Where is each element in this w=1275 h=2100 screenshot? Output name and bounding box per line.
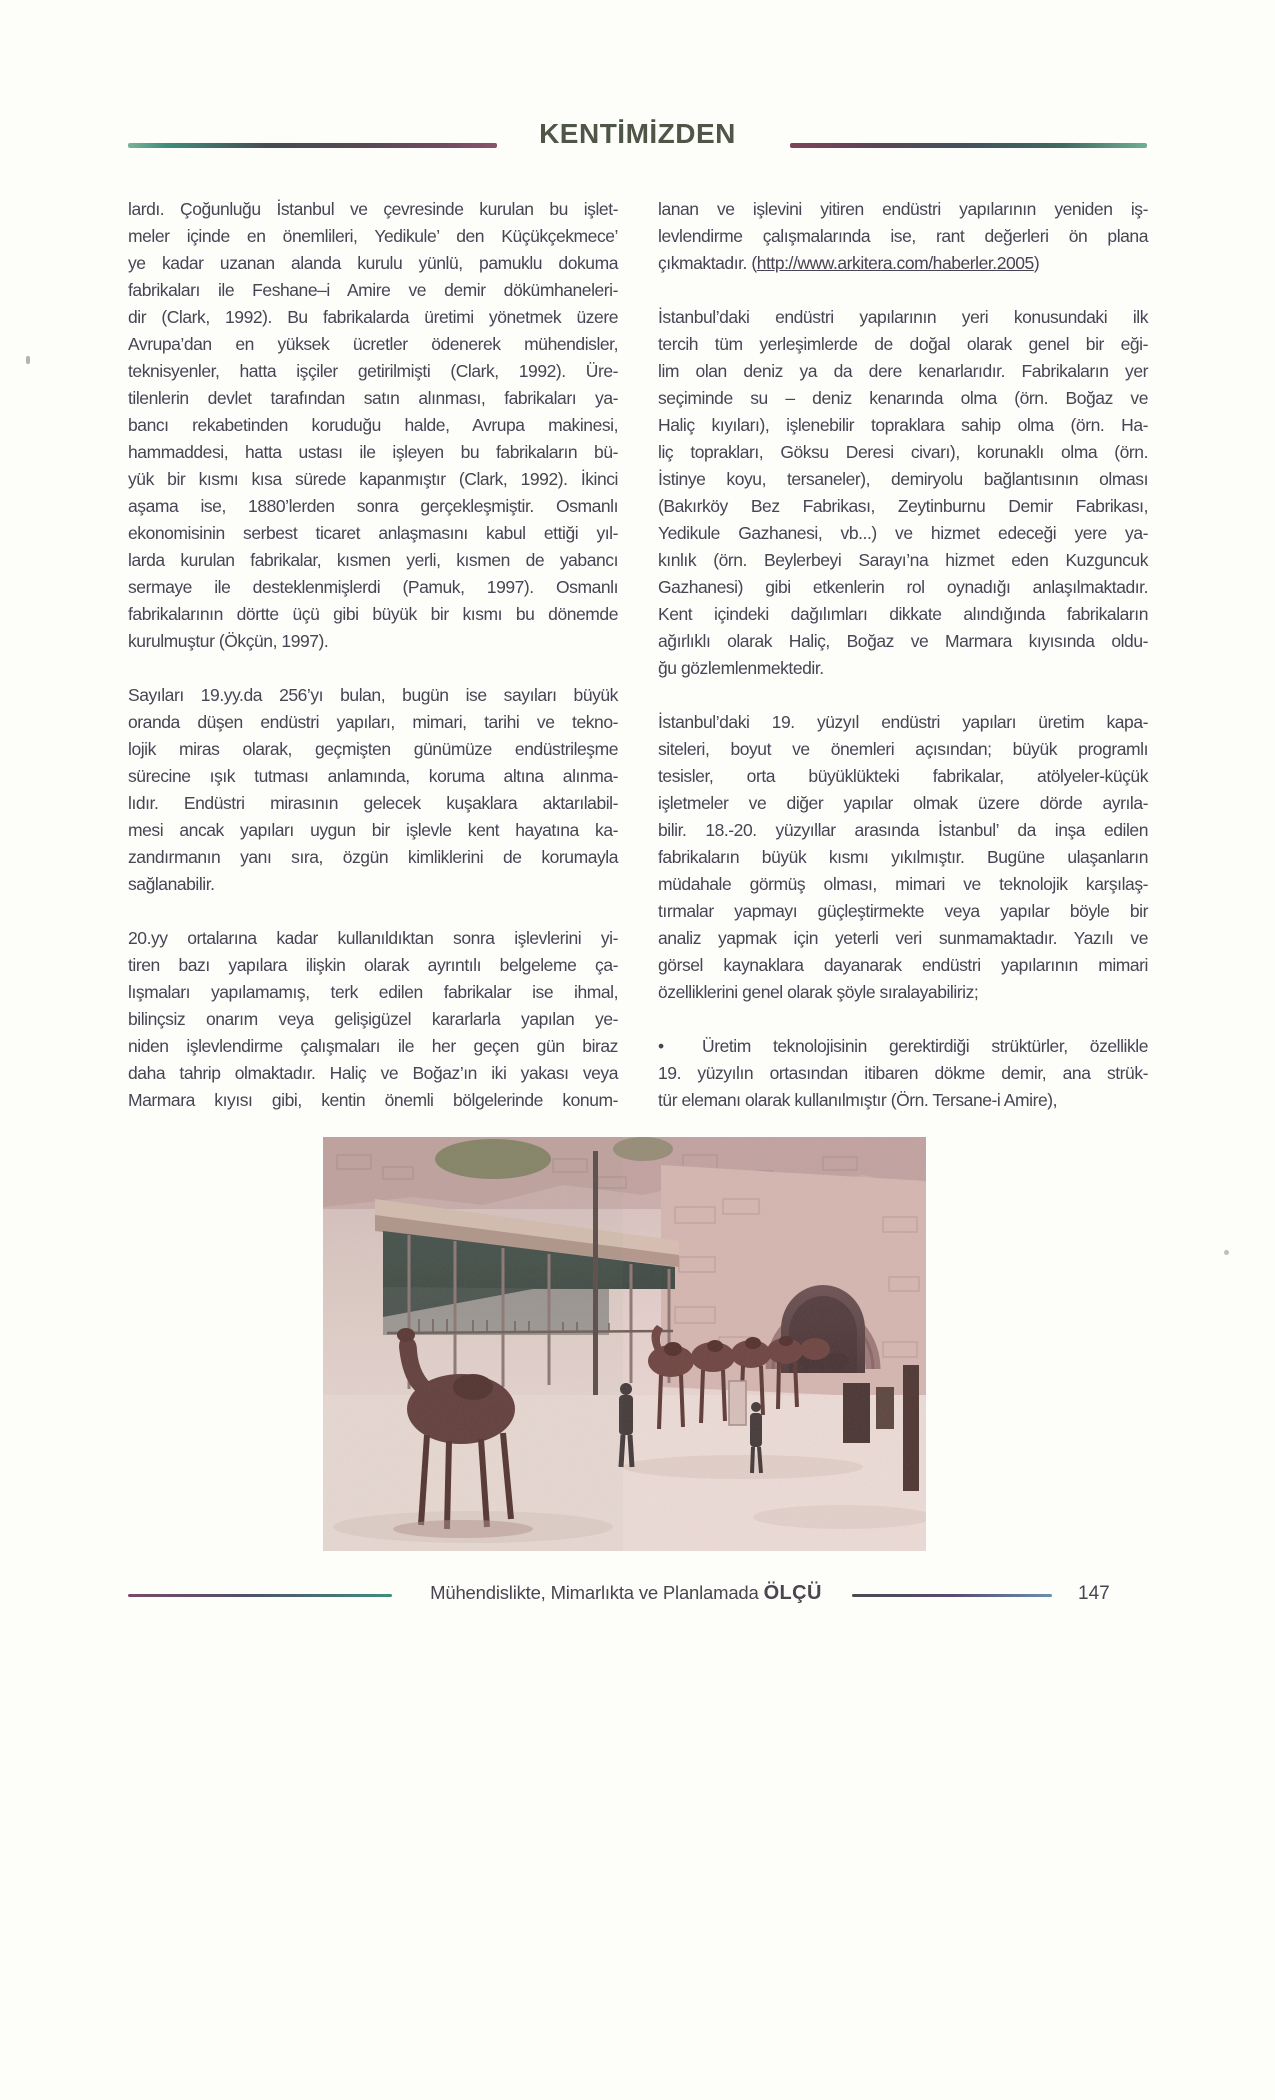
paragraph xyxy=(128,682,618,898)
text-line: Gazhanesi) gibi etkenlerin rol oynadığı anlaşılmaktadır. xyxy=(658,577,1148,597)
text-line: (Bakırköy Bez Fabrikası, Zeytinburnu Demir Fabrikası, xyxy=(658,496,1148,516)
text-line: meler içinde en önemlileri, Yedikule’ den Küçükçekmece’ xyxy=(128,226,618,246)
text-line: siteleri, boyut ve önemleri açısından; büyük programlı xyxy=(658,739,1148,759)
scan-artifact-speck xyxy=(26,356,30,364)
footer-journal-line: Mühendislikte, Mimarlıkta ve Planlamada xyxy=(430,1582,759,1603)
text-line: teknisyenler, hatta işçiler getirilmişti (Clark, 1992). Üre- xyxy=(128,361,618,381)
text-line: 19. yüzyılın ortasından itibaren dökme demir, ana strük- xyxy=(658,1063,1148,1083)
text-line: fabrikaları ile Feshane–i Amire ve demir dökümhaneleri- xyxy=(128,280,618,300)
text-line: ğu gözlemlenmektedir. xyxy=(658,658,824,678)
text-line: işletmeler ve diğer yapılar olmak üzere dörde ayrıla- xyxy=(658,793,1148,813)
text-line: lojik miras olarak, geçmişten günümüze endüstrileşme xyxy=(128,739,618,759)
text-line: kınlık (örn. Beylerbeyi Sarayı’na hizmet eden Kuzguncuk xyxy=(658,550,1148,570)
text-line: bilir. 18.-20. yüzyıllar arasında İstanbul’ da inşa edilen xyxy=(658,820,1148,840)
text-line: tesisler, orta büyüklükteki fabrikalar, atölyeler-küçük xyxy=(658,766,1148,786)
paragraph xyxy=(658,196,1148,277)
historic-photo-illustration xyxy=(323,1137,926,1551)
text-line: seçiminde su – deniz kenarında olma (örn. Boğaz ve xyxy=(658,388,1148,408)
link-suffix: ) xyxy=(1033,253,1040,273)
link-prefix: çıkmaktadır. ( xyxy=(658,253,757,273)
text-line: görsel kaynaklara dayanarak endüstri yapılarının mimari xyxy=(658,955,1148,975)
bullet-item xyxy=(658,1033,1148,1060)
footer-rule-right xyxy=(852,1594,1052,1597)
text-line: lışmaları yapılamamış, terk edilen fabrikalar ise ihmal, xyxy=(128,982,618,1002)
bullet-continuation xyxy=(658,1060,1148,1114)
text-line: Kent içindeki dağılımları dikkate alındığında fabrikaların xyxy=(658,604,1148,624)
paragraph xyxy=(128,196,618,655)
header-rule-right xyxy=(790,143,1147,148)
journal-brand: ÖLÇÜ xyxy=(763,1582,822,1604)
bullet-marker: • xyxy=(658,1036,664,1056)
bullet-paragraph xyxy=(658,1033,1148,1114)
text-line: mesi ancak yapıları uygun bir işlevle kent hayatına ka- xyxy=(128,820,618,840)
footer-rule-left xyxy=(128,1594,392,1597)
paragraph xyxy=(658,709,1148,1006)
text-line: İstanbul’daki endüstri yapılarının yeri konusundaki ilk xyxy=(658,307,1148,327)
text-line: İstanbul’daki 19. yüzyıl endüstri yapıları üretim kapa- xyxy=(658,712,1148,732)
text-line: bancı rekabetinden koruduğu halde, Avrupa makinesi, xyxy=(128,415,618,435)
paragraph xyxy=(128,925,618,1114)
text-line: Haliç kıyıları), işlenebilir topraklara sahip olma (örn. Ha- xyxy=(658,415,1148,435)
footer-text xyxy=(404,1582,848,1605)
text-line: aşama ise, 1880’lerden sonra gerçekleşmiştir. Osmanlı xyxy=(128,496,618,516)
text-line: lıdır. Endüstri mirasının gelecek kuşaklara aktarılabil- xyxy=(128,793,618,813)
right-column xyxy=(658,196,1148,1114)
text-line: tırmalar yapmayı güçleştirmekte veya yapılar böyle bir xyxy=(658,901,1148,921)
text-line: ağırlıklı olarak Haliç, Boğaz ve Marmara kıyısında oldu- xyxy=(658,631,1148,651)
text-line: daha tahrip olmaktadır. Haliç ve Boğaz’ın iki yakası veya xyxy=(128,1063,618,1083)
text-line: tilenlerin devlet tarafından satın alınması, fabrikaları ya- xyxy=(128,388,618,408)
text-line: fabrikaların büyük kısmı yıkılmıştır. Bugüne ulaşanların xyxy=(658,847,1148,867)
text-line: lardı. Çoğunluğu İstanbul ve çevresinde kurulan bu işlet- xyxy=(128,199,618,219)
text-line: kurulmuştur (Ökçün, 1997). xyxy=(128,631,329,651)
text-line: Avrupa’dan en yüksek ücretler ödenerek mühendisler, xyxy=(128,334,618,354)
text-line: ekonomisinin serbest ticaret anlaşmasını kabul ettiği yıl- xyxy=(128,523,618,543)
left-column xyxy=(128,196,618,1114)
text-line: larda kurulan fabrikalar, kısmen yerli, kısmen de yabancı xyxy=(128,550,618,570)
text-line: levlendirme çalışmalarında ise, rant değerleri ön plana xyxy=(658,226,1148,246)
scan-artifact-speck xyxy=(1224,1250,1229,1255)
text-line: niden işlevlendirme çalışmaları ile her geçen gün biraz xyxy=(128,1036,618,1056)
historic-photo xyxy=(323,1137,926,1551)
text-line: tercih tüm yerleşimlerde de doğal olarak genel bir eği- xyxy=(658,334,1148,354)
text-line: analiz yapmak için yeterli veri sunmamaktadır. Yazılı ve xyxy=(658,928,1148,948)
paragraph xyxy=(658,304,1148,682)
text-line-with-link xyxy=(658,250,1148,277)
page-number: 147 xyxy=(1078,1583,1110,1604)
text-line: tiren bazı yapılara ilişkin olarak ayrıntılı belgeleme ça- xyxy=(128,955,618,975)
text-line: fabrikalarının dörtte üçü gibi büyük bir kısmı bu dönemde xyxy=(128,604,618,624)
paragraph-lines xyxy=(658,196,1148,250)
text-line: Yedikule Gazhanesi, vb...) ve hizmet edeceği yere ya- xyxy=(658,523,1148,543)
text-line: özelliklerini genel olarak şöyle sıralayabiliriz; xyxy=(658,982,979,1002)
bullet-text: Üretim teknolojisinin gerektirdiği strüktürler, özellikle xyxy=(702,1036,1148,1056)
text-line: Marmara kıyısı gibi, kentin önemli bölgelerinde konum- xyxy=(128,1090,618,1110)
page-title: KENTİMİZDEN xyxy=(539,118,736,149)
text-line: 20.yy ortalarına kadar kullanıldıktan sonra işlevlerini yi- xyxy=(128,928,618,948)
text-line: İstinye koyu, tersaneler), demiryolu bağlantısının olması xyxy=(658,469,1148,489)
text-line: hammaddesi, hatta ustası ile işleyen bu fabrikaların bü- xyxy=(128,442,618,462)
article-url-link[interactable]: http://www.arkitera.com/haberler.2005 xyxy=(756,253,1034,273)
text-line: müdahale görmüş olması, mimari ve teknolojik karşılaş- xyxy=(658,874,1148,894)
text-line: tür elemanı olarak kullanılmıştır (Örn. Tersane-i Amire), xyxy=(658,1090,1058,1110)
text-line: Sayıları 19.yy.da 256’yı bulan, bugün ise sayıları büyük xyxy=(128,685,618,705)
text-line: sağlanabilir. xyxy=(128,874,215,894)
text-line: lim olan deniz ya da dere kenarlarıdır. Fabrikaların yer xyxy=(658,361,1148,381)
text-line: yük bir kısmı kısa sürede kapanmıştır (Clark, 1992). İkinci xyxy=(128,469,618,489)
text-line: lanan ve işlevini yitiren endüstri yapılarının yeniden iş- xyxy=(658,199,1148,219)
text-line: dir (Clark, 1992). Bu fabrikalarda üretimi yönetmek üzere xyxy=(128,307,618,327)
text-line: oranda düşen endüstri yapıları, mimari, tarihi ve tekno- xyxy=(128,712,618,732)
text-line: sürecine ışık tutması anlamında, koruma altına alınma- xyxy=(128,766,618,786)
text-line: bilinçsiz onarım veya gelişigüzel kararlarla yapılan ye- xyxy=(128,1009,618,1029)
text-line: ye kadar uzanan alanda kurulu yünlü, pamuklu dokuma xyxy=(128,253,618,273)
text-line: liç toprakları, Göksu Deresi civarı), korunaklı olma (örn. xyxy=(658,442,1148,462)
text-line: sermaye ile desteklenmişlerdi (Pamuk, 1997). Osmanlı xyxy=(128,577,618,597)
text-line: zandırmanın yanı sıra, özgün kimliklerini de korumayla xyxy=(128,847,618,867)
